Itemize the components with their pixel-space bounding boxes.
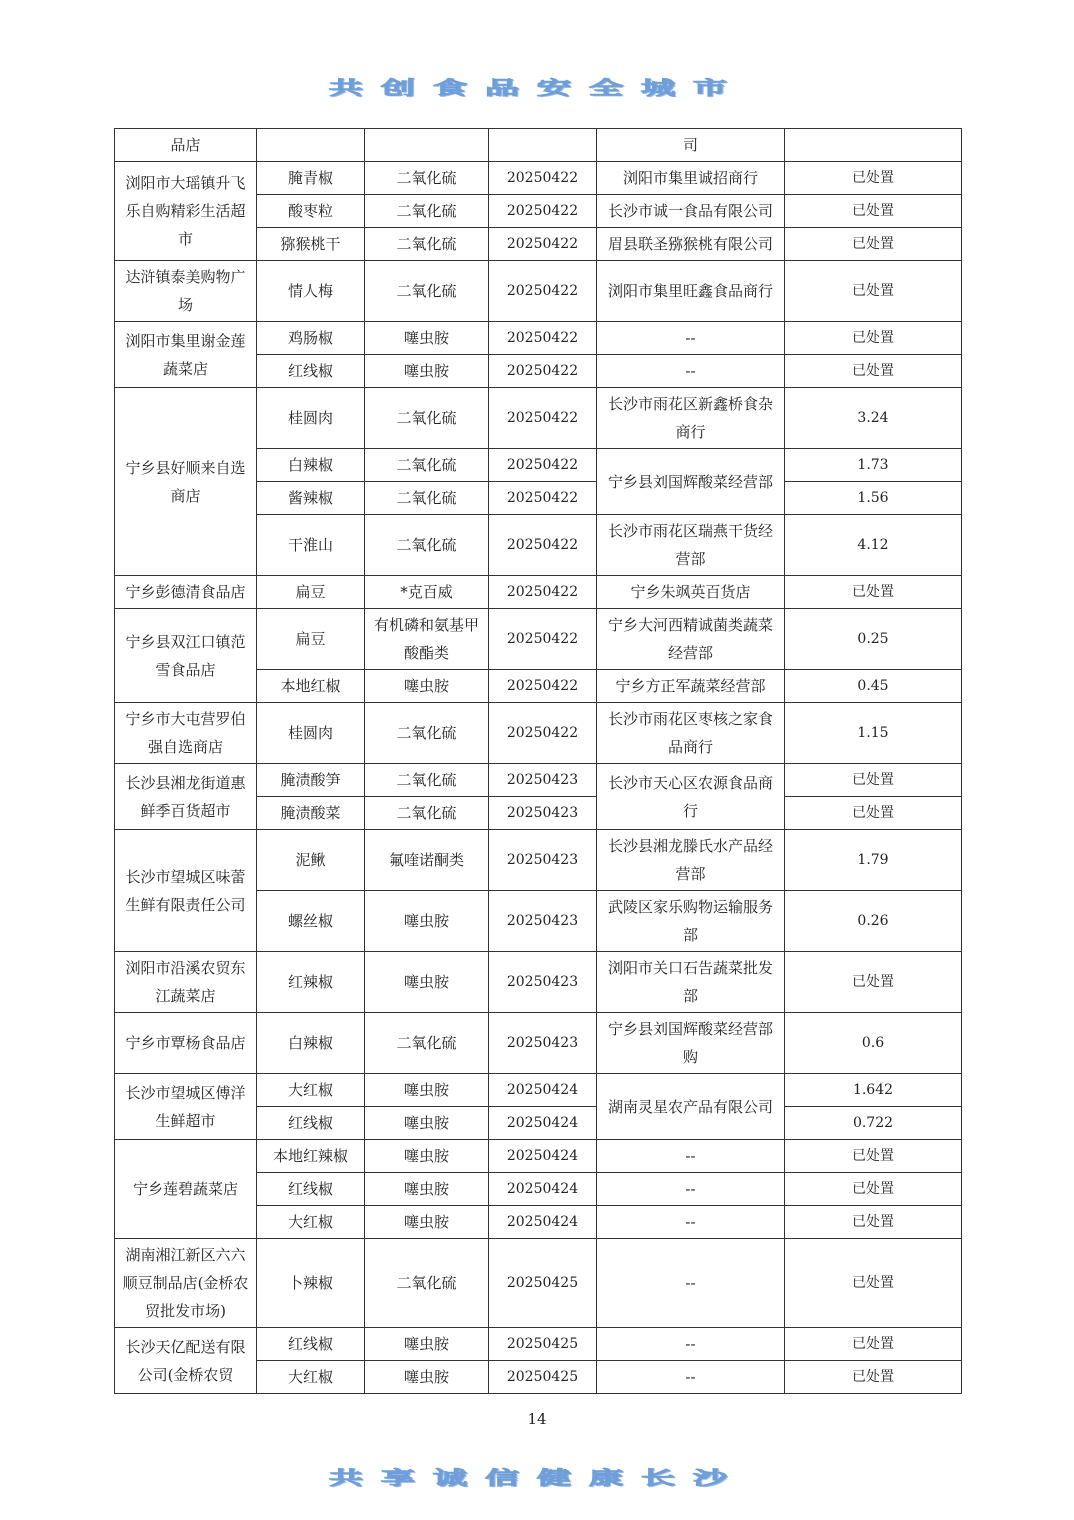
supplier-cell: 司 (597, 129, 785, 162)
product-cell: 大红椒 (257, 1074, 365, 1107)
value-cell: 已处置 (785, 1328, 962, 1361)
product-cell: 红线椒 (257, 1107, 365, 1140)
supplier-cell: -- (597, 1206, 785, 1239)
supplier-cell: -- (597, 322, 785, 355)
date-cell: 20250422 (489, 482, 597, 515)
date-cell: 20250423 (489, 891, 597, 952)
item-cell: 二氧化硫 (365, 764, 489, 797)
date-cell: 20250425 (489, 1239, 597, 1328)
product-cell: 桂圆肉 (257, 703, 365, 764)
store-cell: 浏阳市大瑶镇升飞乐自购精彩生活超市 (115, 162, 257, 261)
date-cell: 20250424 (489, 1107, 597, 1140)
date-cell: 20250424 (489, 1074, 597, 1107)
value-cell: 3.24 (785, 388, 962, 449)
item-cell: 噻虫胺 (365, 1107, 489, 1140)
value-cell: 已处置 (785, 228, 962, 261)
item-cell: 二氧化硫 (365, 797, 489, 830)
store-cell: 宁乡市覃杨食品店 (115, 1013, 257, 1074)
date-cell: 20250422 (489, 322, 597, 355)
value-cell: 0.45 (785, 670, 962, 703)
supplier-cell: 武陵区家乐购物运输服务部 (597, 891, 785, 952)
product-cell: 本地红辣椒 (257, 1140, 365, 1173)
date-cell: 20250422 (489, 449, 597, 482)
store-cell: 宁乡县好顺来自选商店 (115, 388, 257, 576)
supplier-cell: 宁乡县刘国辉酸菜经营部 (597, 449, 785, 515)
product-cell: 猕猴桃干 (257, 228, 365, 261)
item-cell: 有机磷和氨基甲酸酯类 (365, 609, 489, 670)
item-cell: 噻虫胺 (365, 670, 489, 703)
item-cell: 噻虫胺 (365, 1206, 489, 1239)
supplier-cell: 长沙市雨花区新鑫桥食杂商行 (597, 388, 785, 449)
table-row (115, 830, 962, 891)
table-row (115, 1140, 962, 1173)
product-cell: 白辣椒 (257, 1013, 365, 1074)
value-cell: 已处置 (785, 162, 962, 195)
value-cell: 0.722 (785, 1107, 962, 1140)
date-cell: 20250422 (489, 261, 597, 322)
date-cell (489, 129, 597, 162)
supplier-cell: 长沙市天心区农源食品商行 (597, 764, 785, 830)
product-cell (257, 129, 365, 162)
supplier-cell: -- (597, 1328, 785, 1361)
date-cell: 20250422 (489, 703, 597, 764)
date-cell: 20250423 (489, 764, 597, 797)
supplier-cell: 宁乡县刘国辉酸菜经营部购 (597, 1013, 785, 1074)
store-cell: 长沙天亿配送有限公司(金桥农贸 (115, 1328, 257, 1394)
value-cell: 已处置 (785, 764, 962, 797)
date-cell: 20250425 (489, 1328, 597, 1361)
item-cell: 二氧化硫 (365, 162, 489, 195)
product-cell: 卜辣椒 (257, 1239, 365, 1328)
value-cell: 1.56 (785, 482, 962, 515)
product-cell: 腌渍酸笋 (257, 764, 365, 797)
date-cell: 20250422 (489, 355, 597, 388)
value-cell: 1.73 (785, 449, 962, 482)
product-cell: 鸡肠椒 (257, 322, 365, 355)
store-cell: 长沙市望城区味蕾生鲜有限责任公司 (115, 830, 257, 952)
store-cell: 宁乡县双江口镇范雪食品店 (115, 609, 257, 703)
product-cell: 腌青椒 (257, 162, 365, 195)
supplier-cell: 浏阳市关口石告蔬菜批发部 (597, 952, 785, 1013)
product-cell: 干淮山 (257, 515, 365, 576)
table-row (115, 1013, 962, 1074)
table-row (115, 764, 962, 797)
product-cell: 腌渍酸菜 (257, 797, 365, 830)
date-cell: 20250423 (489, 1013, 597, 1074)
value-cell: 已处置 (785, 355, 962, 388)
table-row (115, 703, 962, 764)
product-cell: 情人梅 (257, 261, 365, 322)
inspection-table (114, 128, 962, 1394)
store-cell: 宁乡莲碧蔬菜店 (115, 1140, 257, 1239)
value-cell: 已处置 (785, 1206, 962, 1239)
date-cell: 20250424 (489, 1173, 597, 1206)
table-row (115, 322, 962, 355)
table-row (115, 1328, 962, 1361)
supplier-cell: 长沙市雨花区枣核之家食品商行 (597, 703, 785, 764)
value-cell: 0.26 (785, 891, 962, 952)
date-cell: 20250423 (489, 797, 597, 830)
date-cell: 20250422 (489, 576, 597, 609)
value-cell: 0.25 (785, 609, 962, 670)
store-cell: 宁乡彭德清食品店 (115, 576, 257, 609)
table-row (115, 129, 962, 162)
date-cell: 20250422 (489, 609, 597, 670)
value-cell: 已处置 (785, 261, 962, 322)
supplier-cell: 浏阳市集里旺鑫食品商行 (597, 261, 785, 322)
value-cell: 已处置 (785, 797, 962, 830)
supplier-cell: 浏阳市集里诚招商行 (597, 162, 785, 195)
date-cell: 20250422 (489, 388, 597, 449)
item-cell: 氟喹诺酮类 (365, 830, 489, 891)
product-cell: 红线椒 (257, 1328, 365, 1361)
supplier-cell: 宁乡朱飒英百货店 (597, 576, 785, 609)
date-cell: 20250423 (489, 952, 597, 1013)
date-cell: 20250424 (489, 1140, 597, 1173)
value-cell: 已处置 (785, 195, 962, 228)
product-cell: 红辣椒 (257, 952, 365, 1013)
supplier-cell: -- (597, 355, 785, 388)
item-cell: 噻虫胺 (365, 952, 489, 1013)
store-cell: 浏阳市集里谢金莲蔬菜店 (115, 322, 257, 388)
item-cell: *克百威 (365, 576, 489, 609)
store-cell: 宁乡市大屯营罗伯强自选商店 (115, 703, 257, 764)
date-cell: 20250422 (489, 195, 597, 228)
date-cell: 20250422 (489, 670, 597, 703)
item-cell: 噻虫胺 (365, 355, 489, 388)
supplier-cell: 宁乡大河西精诚菌类蔬菜经营部 (597, 609, 785, 670)
value-cell (785, 129, 962, 162)
store-cell: 长沙县湘龙街道惠鲜季百货超市 (115, 764, 257, 830)
product-cell: 桂圆肉 (257, 388, 365, 449)
date-cell: 20250422 (489, 228, 597, 261)
page-number: 14 (527, 1410, 547, 1428)
product-cell: 本地红椒 (257, 670, 365, 703)
supplier-cell: 长沙市雨花区瑞燕干货经营部 (597, 515, 785, 576)
header-banner: 共创食品安全城市 (329, 77, 745, 100)
product-cell: 大红椒 (257, 1361, 365, 1394)
value-cell: 0.6 (785, 1013, 962, 1074)
value-cell: 1.642 (785, 1074, 962, 1107)
product-cell: 酱辣椒 (257, 482, 365, 515)
supplier-cell: 长沙县湘龙滕氏水产品经营部 (597, 830, 785, 891)
table-row (115, 388, 962, 449)
item-cell: 噻虫胺 (365, 1361, 489, 1394)
value-cell: 4.12 (785, 515, 962, 576)
supplier-cell: 宁乡方正军蔬菜经营部 (597, 670, 785, 703)
item-cell: 二氧化硫 (365, 1239, 489, 1328)
value-cell: 已处置 (785, 1173, 962, 1206)
supplier-cell: 湖南灵星农产品有限公司 (597, 1074, 785, 1140)
item-cell: 噻虫胺 (365, 891, 489, 952)
date-cell: 20250423 (489, 830, 597, 891)
store-cell: 品店 (115, 129, 257, 162)
supplier-cell: 眉县联圣猕猴桃有限公司 (597, 228, 785, 261)
product-cell: 螺丝椒 (257, 891, 365, 952)
supplier-cell: -- (597, 1239, 785, 1328)
item-cell: 二氧化硫 (365, 1013, 489, 1074)
date-cell: 20250422 (489, 515, 597, 576)
value-cell: 已处置 (785, 322, 962, 355)
item-cell (365, 129, 489, 162)
item-cell: 二氧化硫 (365, 482, 489, 515)
table-row (115, 952, 962, 1013)
table-row (115, 576, 962, 609)
store-cell: 湖南湘江新区六六顺豆制品店(金桥农贸批发市场) (115, 1239, 257, 1328)
item-cell: 噻虫胺 (365, 1328, 489, 1361)
product-cell: 扁豆 (257, 576, 365, 609)
supplier-cell: -- (597, 1140, 785, 1173)
date-cell: 20250422 (489, 162, 597, 195)
table-row (115, 162, 962, 195)
product-cell: 泥鳅 (257, 830, 365, 891)
item-cell: 二氧化硫 (365, 703, 489, 764)
store-cell: 长沙市望城区傅洋生鲜超市 (115, 1074, 257, 1140)
store-cell: 浏阳市沿溪农贸东江蔬菜店 (115, 952, 257, 1013)
item-cell: 二氧化硫 (365, 261, 489, 322)
item-cell: 噻虫胺 (365, 1074, 489, 1107)
product-cell: 大红椒 (257, 1206, 365, 1239)
value-cell: 已处置 (785, 576, 962, 609)
supplier-cell: 长沙市诚一食品有限公司 (597, 195, 785, 228)
value-cell: 已处置 (785, 1140, 962, 1173)
product-cell: 酸枣粒 (257, 195, 365, 228)
table-row (115, 1074, 962, 1107)
table-row (115, 609, 962, 670)
item-cell: 二氧化硫 (365, 449, 489, 482)
item-cell: 二氧化硫 (365, 228, 489, 261)
supplier-cell: -- (597, 1361, 785, 1394)
item-cell: 噻虫胺 (365, 1140, 489, 1173)
table-row (115, 261, 962, 322)
value-cell: 已处置 (785, 1361, 962, 1394)
table-row (115, 1239, 962, 1328)
item-cell: 噻虫胺 (365, 1173, 489, 1206)
value-cell: 1.79 (785, 830, 962, 891)
item-cell: 二氧化硫 (365, 388, 489, 449)
store-cell: 达浒镇泰美购物广场 (115, 261, 257, 322)
value-cell: 已处置 (785, 1239, 962, 1328)
product-cell: 红线椒 (257, 1173, 365, 1206)
supplier-cell: -- (597, 1173, 785, 1206)
item-cell: 二氧化硫 (365, 515, 489, 576)
date-cell: 20250424 (489, 1206, 597, 1239)
product-cell: 白辣椒 (257, 449, 365, 482)
date-cell: 20250425 (489, 1361, 597, 1394)
item-cell: 二氧化硫 (365, 195, 489, 228)
product-cell: 扁豆 (257, 609, 365, 670)
item-cell: 噻虫胺 (365, 322, 489, 355)
value-cell: 已处置 (785, 952, 962, 1013)
footer-banner: 共享诚信健康长沙 (329, 1467, 745, 1490)
value-cell: 1.15 (785, 703, 962, 764)
product-cell: 红线椒 (257, 355, 365, 388)
